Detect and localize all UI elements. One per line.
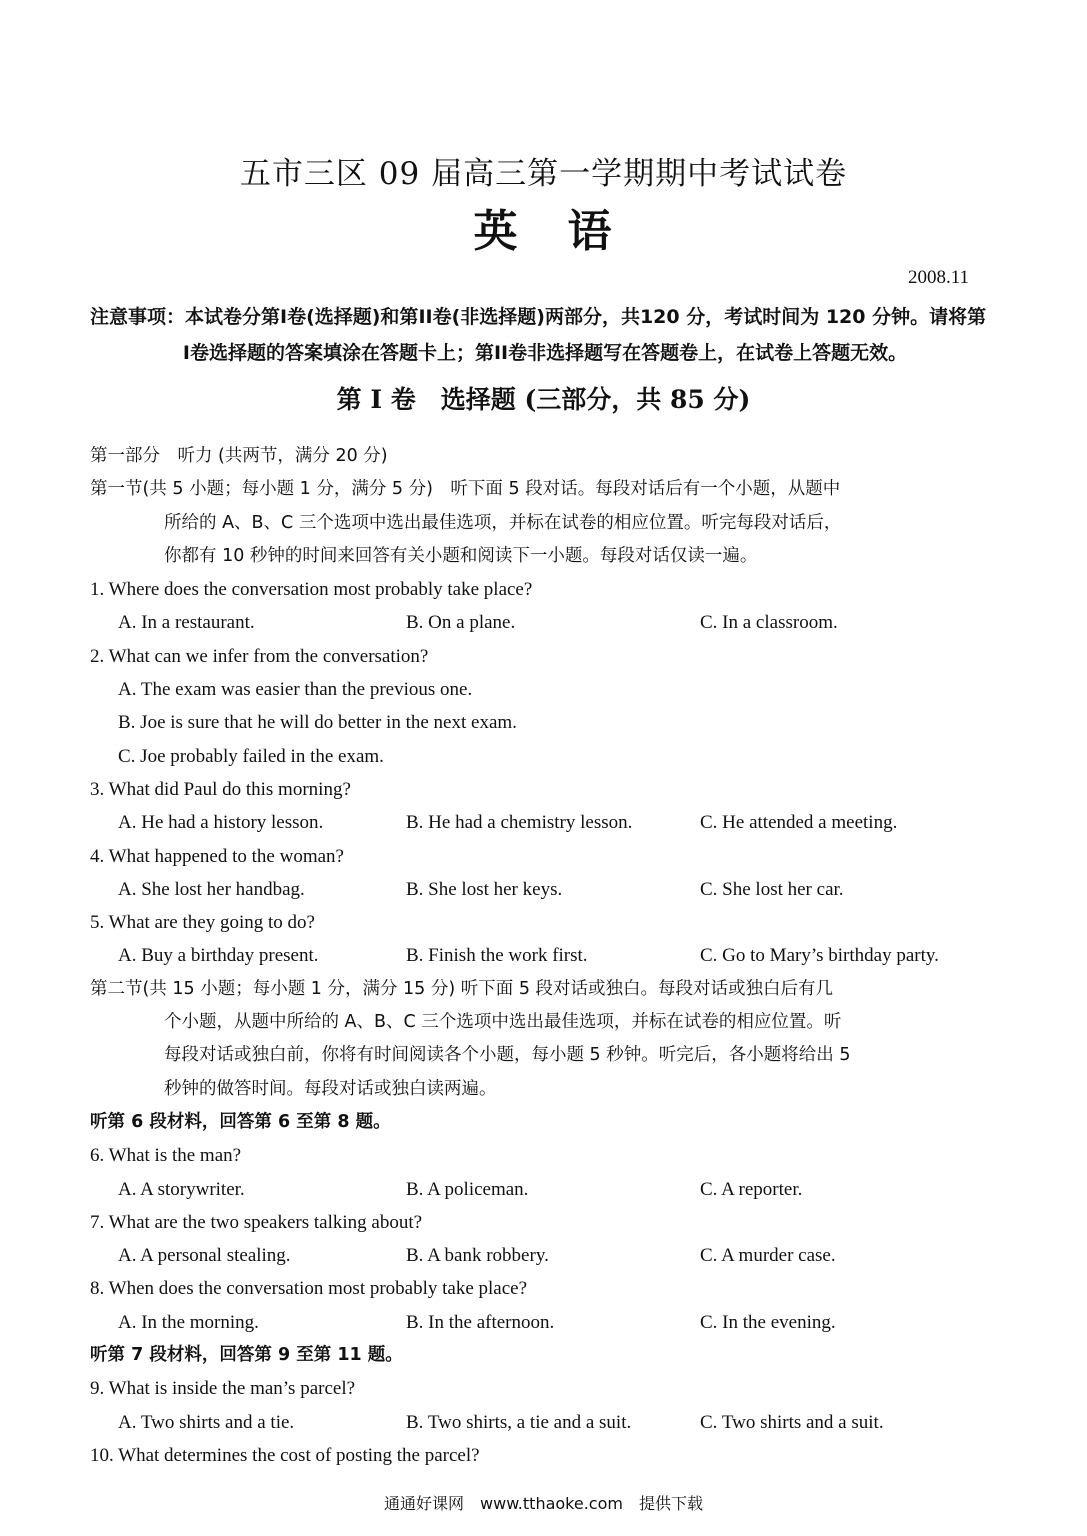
option-c: C. She lost her car. [700,878,844,900]
option-c: C. Joe probably failed in the exam. [118,745,384,767]
option-a: A. Two shirts and a tie. [118,1411,295,1433]
notice-line-2: I卷选择题的答案填涂在答题卡上；第II卷非选择题写在答题卷上，在试卷上答题无效。 [182,342,908,364]
instruction-line: 你都有 10 秒钟的时间来回答有关小题和阅读下一小题。每段对话仅读一遍。 [164,545,758,566]
option-a: A. Buy a birthday present. [118,945,319,967]
instruction-line: 每段对话或独白前，你将有时间阅读各个小题，每小题 5 秒钟。听完后，各小题将给出 5 [164,1045,851,1066]
option-b: B. In the afternoon. [406,1311,555,1333]
page-footer: 通通好课网 www.tthaoke.com 提供下载 [384,1494,703,1513]
question-6: 6. What is the man? [90,1145,242,1167]
part-1-heading: 第一部分 听力 (共两节，满分 20 分) [90,446,388,466]
option-a: A. He had a history lesson. [118,812,324,834]
section-1-title: 第 I 卷 选择题 (三部分，共 85 分) [336,385,751,414]
options-row [90,1406,1002,1439]
option-a: A. In a restaurant. [118,612,255,634]
option-b: B. Two shirts, a tie and a suit. [406,1411,632,1433]
options-row [90,1306,1002,1339]
question-9: 9. What is inside the man’s parcel? [90,1378,356,1400]
exam-title: 五市三区 09 届高三第一学期期中考试试卷 [239,156,848,192]
option-c: C. He attended a meeting. [700,812,898,834]
options-row [90,806,1002,839]
option-c: C. In a classroom. [700,612,838,634]
options-row [90,606,1002,639]
question-10: 10. What determines the cost of posting the parcel? [90,1444,480,1466]
question-2: 2. What can we infer from the conversation? [90,645,429,667]
section-1-instructions [90,473,1002,573]
option-a: A. A personal stealing. [118,1245,291,1267]
question-5: 5. What are they going to do? [90,912,315,934]
section-2-instructions [90,973,1002,1106]
notice-line-1: 注意事项：本试卷分第I卷(选择题)和第II卷(非选择题)两部分，共120 分，考试时间为 120 分钟。请将第 [90,306,987,328]
instruction-line: 所给的 A、B、C 三个选项中选出最佳选项，并标在试卷的相应位置。听完每段对话后， [164,512,842,533]
option-c: C. Go to Mary’s birthday party. [700,945,939,967]
exam-date: 2008.11 [907,267,969,288]
question-8: 8. When does the conversation most probably take place? [90,1278,528,1300]
question-body [90,440,1002,1472]
option-a: A. She lost her handbag. [118,878,305,900]
option-b: B. Finish the work first. [406,945,588,967]
option-a: A. In the morning. [118,1311,259,1333]
instruction-line: 第二节(共 15 小题；每小题 1 分，满分 15 分) 听下面 5 段对话或独白。每段对话或独白后有几 [90,978,834,999]
option-b: B. On a plane. [406,612,516,634]
instruction-line: 个小题，从题中所给的 A、B、C 三个选项中选出最佳选项，并标在试卷的相应位置。听 [164,1012,842,1033]
option-b: B. She lost her keys. [406,878,563,900]
question-3: 3. What did Paul do this morning? [90,778,351,800]
question-1: 1. Where does the conversation most probably take place? [90,579,533,601]
option-b: B. Joe is sure that he will do better in the next exam. [118,712,517,734]
option-a: A. The exam was easier than the previous one. [118,679,473,701]
options-row [90,939,1002,972]
options-row [90,1239,1002,1272]
subject-heading [0,203,1087,261]
notice-block [90,299,1000,371]
option-c: C. A murder case. [700,1245,836,1267]
subject-char-1: 英 [473,206,520,257]
material-6-heading: 听第 6 段材料，回答第 6 至第 8 题。 [90,1111,391,1132]
question-4: 4. What happened to the woman? [90,845,344,867]
subject-char-2: 语 [567,206,614,257]
option-c: C. A reporter. [700,1178,803,1200]
options-row [90,1173,1002,1206]
option-a: A. A storywriter. [118,1178,245,1200]
option-b: B. A bank robbery. [406,1245,549,1267]
option-b: B. A policeman. [406,1178,529,1200]
instruction-line: 秒钟的做答时间。每段对话或独白读两遍。 [164,1078,497,1099]
option-b: B. He had a chemistry lesson. [406,812,633,834]
option-c: C. Two shirts and a suit. [700,1411,884,1433]
material-7-heading: 听第 7 段材料，回答第 9 至第 11 题。 [90,1345,403,1366]
option-c: C. In the evening. [700,1311,836,1333]
question-7: 7. What are the two speakers talking about? [90,1211,423,1233]
options-row [90,873,1002,906]
instruction-line: 第一节(共 5 小题；每小题 1 分，满分 5 分) 听下面 5 段对话。每段对话后有一个小题，从题中 [90,479,841,500]
